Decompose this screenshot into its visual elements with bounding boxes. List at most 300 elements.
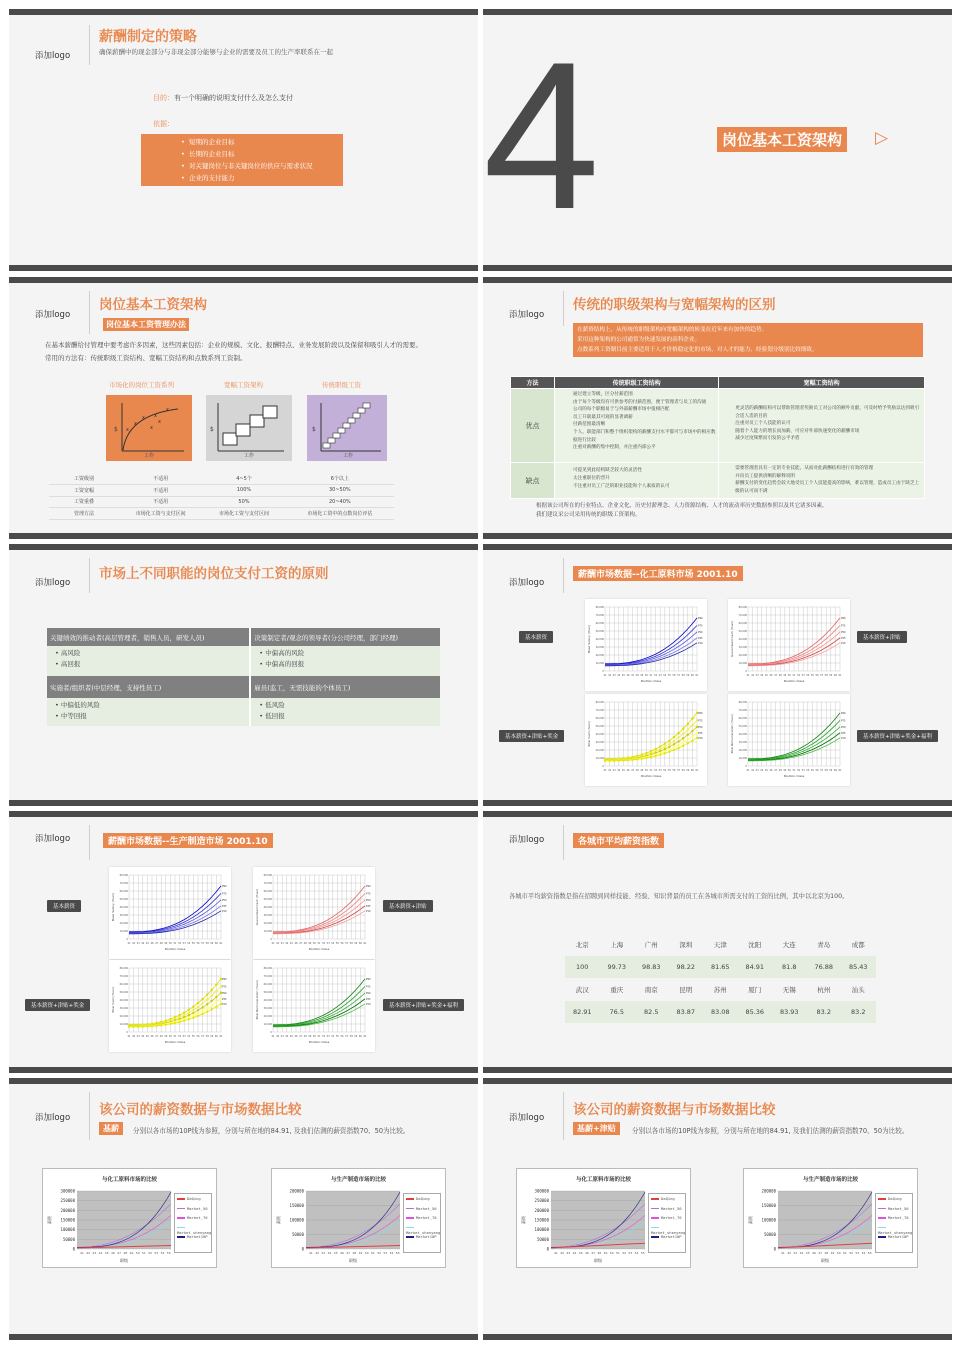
y-tick-label: 20,000 — [263, 1015, 272, 1018]
slide-tag: 薪酬市场数据--化工原料市场 2001.10 — [573, 566, 743, 581]
svg-text:x: x — [134, 421, 137, 427]
legend-item: DaQing — [651, 1196, 683, 1206]
y-tick-label: 30,000 — [263, 1007, 272, 1010]
logo: 添加logo — [35, 1113, 71, 1123]
series-label: P10 — [698, 641, 703, 645]
data-point — [201, 1002, 203, 1004]
y-axis-title: Base Salary (Yuan) — [587, 624, 591, 654]
series-label: P25 — [222, 997, 227, 1001]
x-tick-label: 44 — [327, 1251, 332, 1255]
data-point — [687, 729, 689, 731]
traditional-panel — [307, 395, 387, 461]
svg-text:x: x — [158, 419, 161, 425]
x-tick-label: 46 — [150, 1035, 154, 1038]
x-tick-label: 49 — [783, 674, 787, 677]
chart-legend — [403, 1193, 441, 1253]
x-tick-label: 45 — [333, 1251, 338, 1255]
x-tick-label: 60 — [214, 942, 218, 945]
x-tick-label: 46 — [769, 769, 773, 772]
data-point — [188, 1009, 190, 1011]
slide-subtitle: 确保薪酬中的现金部分与非现金部分能够与企业的需要及员工的生产率联系在一起 — [99, 48, 333, 56]
x-tick-label: 45 — [805, 1251, 810, 1255]
x-tick-label: 41 — [127, 942, 131, 945]
x-tick-label: 47 — [155, 942, 159, 945]
x-tick-label: 43 — [755, 769, 759, 772]
x-tick-label: 47 — [155, 1035, 159, 1038]
x-tick-label: 48 — [159, 942, 163, 945]
x-tick-label: 49 — [164, 942, 168, 945]
x-tick-label: 43 — [136, 1035, 140, 1038]
x-tick-label: 51 — [317, 942, 321, 945]
slide-7 — [9, 811, 478, 1073]
y-tick-label: 50000 — [62, 1236, 75, 1242]
y-tick-label: 200000 — [60, 1207, 75, 1213]
x-tick-label: 48 — [778, 769, 782, 772]
x-tick-label: 46 — [150, 942, 154, 945]
chart-legend — [174, 1193, 212, 1253]
y-tick-label: 40,000 — [263, 999, 272, 1002]
y-tick-label: 50000 — [763, 1232, 776, 1237]
legend-item: Market10P — [406, 1234, 438, 1244]
y-tick-label: 10,000 — [119, 1023, 128, 1026]
x-axis-title: Position Class — [164, 947, 186, 951]
y-axis-title: Total Remuneration (Yuan) — [730, 714, 734, 754]
x-tick-label: 47 — [346, 1251, 351, 1255]
y-tick-label: 60,000 — [119, 890, 128, 893]
data-point — [211, 1008, 213, 1010]
x-tick-label: 46 — [294, 942, 298, 945]
x-tick-label: 48 — [123, 1251, 128, 1255]
y-tick-label: 0 — [72, 1246, 75, 1252]
x-tick-label: 45 — [621, 674, 625, 677]
x-tick-label: 60 — [358, 942, 362, 945]
x-tick-label: 48 — [635, 769, 639, 772]
x-tick-label: 51 — [371, 1251, 375, 1255]
data-point — [215, 996, 217, 998]
logo: 添加logo — [509, 578, 545, 588]
y-axis-title: Total Remuneration (Yuan) — [255, 980, 259, 1020]
x-axis-title: Position Class — [640, 774, 662, 778]
x-tick-label: 54 — [663, 769, 667, 772]
data-point — [215, 1006, 217, 1008]
divider — [89, 291, 90, 334]
x-tick-label: 55 — [335, 942, 339, 945]
series-label: P25 — [366, 997, 371, 1001]
slide-8 — [483, 811, 952, 1073]
series-label: P10 — [698, 736, 703, 740]
data-point — [188, 1018, 190, 1020]
data-point — [618, 759, 620, 761]
x-tick-label: 60 — [833, 769, 837, 772]
x-tick-label: 41 — [603, 674, 607, 677]
x-tick-label: 41 — [554, 1251, 558, 1255]
data-point — [206, 999, 208, 1001]
svg-text:x: x — [154, 413, 157, 419]
x-tick-label: 48 — [824, 1251, 829, 1255]
x-tick-label: 46 — [626, 769, 630, 772]
y-axis-title: Total Cash (Yuan) — [111, 987, 115, 1013]
x-tick-label: 42 — [315, 1251, 320, 1255]
y-tick-label: 10,000 — [738, 662, 747, 665]
x-tick-label: 44 — [98, 1251, 103, 1255]
y-tick-label: 20,000 — [595, 749, 604, 752]
x-tick-label: 49 — [308, 1035, 312, 1038]
x-tick-label: 43 — [92, 1251, 97, 1255]
data-point — [211, 1000, 213, 1002]
y-tick-label: 50000 — [536, 1236, 549, 1242]
x-tick-label: 54 — [663, 674, 667, 677]
y-tick-label: 250000 — [60, 1198, 75, 1204]
x-tick-label: 51 — [616, 1251, 620, 1255]
x-tick-label: 41 — [603, 769, 607, 772]
y-tick-label: 150000 — [289, 1203, 304, 1208]
x-tick-label: 46 — [626, 674, 630, 677]
x-tick-label: 50 — [787, 769, 791, 772]
y-tick-label: 80,000 — [595, 701, 604, 704]
data-point — [677, 740, 679, 742]
x-tick-label: 53 — [855, 1251, 860, 1255]
y-tick-label: 200000 — [289, 1188, 304, 1194]
data-point — [201, 1010, 203, 1012]
series-label: P25 — [222, 904, 227, 908]
data-point — [206, 1003, 208, 1005]
arrow-icon: ▷ — [875, 128, 889, 148]
y-tick-label: 30,000 — [738, 646, 747, 649]
market-chart-svg — [253, 867, 375, 959]
legend-item: Market_shenyang — [406, 1225, 438, 1235]
data-point — [664, 745, 666, 747]
section-label: 岗位基本工资架构 — [717, 127, 847, 152]
series-label: P75 — [366, 892, 371, 896]
y-tick-label: 10,000 — [595, 757, 604, 760]
data-point — [604, 760, 606, 762]
x-tick-label: 42 — [751, 769, 755, 772]
x-tick-label: 47 — [117, 1251, 122, 1255]
y-tick-label: 80,000 — [263, 874, 272, 877]
y-tick-label: 150000 — [60, 1217, 75, 1223]
series-label: P90 — [698, 616, 703, 620]
x-tick-label: 56 — [340, 942, 344, 945]
y-tick-label: 300000 — [60, 1188, 75, 1194]
data-point — [178, 1021, 180, 1023]
data-point — [197, 1009, 199, 1011]
x-tick-label: 47 — [591, 1251, 596, 1255]
y-tick-label: 50,000 — [263, 898, 272, 901]
x-tick-label: 44 — [617, 769, 621, 772]
x-tick-label: 55 — [191, 1035, 195, 1038]
x-tick-label: 59 — [829, 769, 833, 772]
series-label: P90 — [222, 977, 227, 981]
x-tick-label: 42 — [276, 942, 280, 945]
y-tick-label: 70,000 — [263, 975, 272, 978]
series-label: P10 — [222, 909, 227, 913]
x-tick-label: 52 — [797, 769, 801, 772]
x-tick-label: 51 — [792, 769, 796, 772]
x-tick-label: 47 — [299, 1035, 303, 1038]
y-tick-label: 0 — [546, 1246, 549, 1252]
x-tick-label: 53 — [801, 674, 805, 677]
series-label: P75 — [698, 624, 703, 628]
x-tick-label: 51 — [649, 674, 653, 677]
x-tick-label: 53 — [658, 674, 662, 677]
table-row: 工资重叠 不适用 50% 20~40% — [49, 496, 394, 508]
series-label: P75 — [841, 719, 846, 723]
x-tick-label: 58 — [681, 674, 685, 677]
x-tick-label: 57 — [201, 1035, 205, 1038]
chart-label: 基本薪资 — [519, 631, 553, 643]
x-tick-label: 55 — [667, 769, 671, 772]
y-tick-label: 40,000 — [738, 733, 747, 736]
data-point — [677, 732, 679, 734]
divider — [563, 825, 564, 860]
intro-line: 采用这种架构的公司通常为快速发展的高科企业。 — [577, 337, 701, 343]
x-tick-label: 53 — [383, 1251, 388, 1255]
table-row: 缺点 可提见到此结构缺乏较大的灵活性 太注重职位的晋升 不注重对员工广泛的职业技能和个人素质的认可 需要管理者具有一定的专业技能，从而对此薪酬结构进行有效的管理 并向员工提供清晰的解释说明 薪酬支付的变化趋势会较大地受员工个人技能提高的影响，难以管理，造成员工由于缺乏上级的认可而不满 — [511, 463, 925, 499]
data-point — [668, 751, 670, 753]
table-row: 82.91 76.5 82.5 83.87 83.08 85.36 83.93 83.2 83.2 — [565, 1001, 876, 1024]
x-tick-label: 45 — [289, 942, 293, 945]
x-tick-label: 43 — [755, 674, 759, 677]
comparison-chart-manufacturing — [271, 1168, 446, 1268]
data-point — [682, 745, 684, 747]
data-point — [155, 1025, 157, 1027]
x-tick-label: 42 — [132, 942, 136, 945]
chart-base-salary — [109, 867, 231, 959]
y-tick-label: 50,000 — [119, 898, 128, 901]
data-point — [192, 1005, 194, 1007]
logo: 添加logo — [35, 51, 71, 61]
x-tick-label: 42 — [608, 674, 612, 677]
y-tick-label: 20,000 — [595, 654, 604, 657]
grid-body-row: • 高风险 • 高回报 • 中偏高的风险 • 中偏高的回报 — [47, 646, 440, 676]
data-point — [197, 1015, 199, 1017]
svg-text:x: x — [142, 415, 145, 421]
principles-grid — [47, 628, 440, 726]
x-tick-label: 52 — [322, 942, 326, 945]
series-label: P10 — [222, 1002, 227, 1006]
series-label: P90 — [366, 977, 371, 981]
x-tick-label: 49 — [640, 674, 644, 677]
x-tick-label: 61 — [838, 674, 842, 677]
series-label: P10 — [366, 909, 371, 913]
x-tick-label: 42 — [276, 1035, 280, 1038]
chart-label: 基本薪资+津贴+奖金 — [25, 999, 90, 1011]
x-tick-label: 59 — [354, 1035, 358, 1038]
x-tick-label: 55 — [810, 769, 814, 772]
x-tick-label: 53 — [628, 1251, 633, 1255]
x-tick-label: 47 — [774, 769, 778, 772]
slide-tag: 基薪 — [99, 1122, 123, 1135]
x-tick-label: 54 — [806, 769, 810, 772]
x-tick-label: 50 — [644, 674, 648, 677]
slide-tag: 薪酬市场数据--生产制造市场 2001.10 — [103, 833, 273, 848]
logo: 添加logo — [509, 835, 545, 845]
y-axis-label: $ — [114, 426, 118, 433]
divider — [89, 25, 90, 65]
x-tick-label: 51 — [792, 674, 796, 677]
chart-total-remuneration — [728, 694, 850, 786]
x-tick-label: 51 — [317, 1035, 321, 1038]
x-tick-label: 58 — [824, 769, 828, 772]
data-point — [659, 745, 661, 747]
section-number: 4 — [483, 18, 600, 253]
series-label: P10 — [366, 1002, 371, 1006]
x-tick-label: 42 — [608, 769, 612, 772]
y-tick-label: 40,000 — [595, 638, 604, 641]
data-point — [183, 1011, 185, 1013]
x-tick-label: 50 — [168, 1035, 172, 1038]
data-point — [197, 1002, 199, 1004]
x-tick-label: 41 — [80, 1251, 84, 1255]
x-tick-label: 41 — [746, 674, 750, 677]
y-tick-label: 0 — [126, 938, 128, 941]
x-axis-title: 职级 — [349, 1258, 357, 1263]
x-tick-label: 55 — [640, 1251, 645, 1255]
basis-item: • 长期的企业目标 — [181, 150, 235, 158]
x-tick-label: 51 — [173, 1035, 177, 1038]
x-tick-label: 56 — [196, 942, 200, 945]
y-tick-label: 80,000 — [595, 606, 604, 609]
grid-body-row: • 中偏低的风险 • 中等回报 • 低风险 • 低回报 — [47, 698, 440, 726]
x-axis-title: Position Class — [783, 679, 805, 683]
y-tick-label: 0 — [773, 1246, 776, 1252]
x-tick-label: 51 — [173, 942, 177, 945]
y-axis-title: 薪资 — [276, 1216, 281, 1224]
x-tick-label: 50 — [312, 942, 316, 945]
data-point — [627, 759, 629, 761]
data-point — [673, 736, 675, 738]
x-tick-label: 44 — [760, 769, 764, 772]
x-tick-label: 46 — [340, 1251, 344, 1255]
y-tick-label: 70,000 — [263, 882, 272, 885]
grid-header-row: 关键绩效的推动者(高层管理者，销售人员，研发人员) 决策制定者/观念的领导者(分公司经理，部门经理) — [47, 628, 440, 646]
x-tick-label: 49 — [603, 1251, 608, 1255]
y-axis-label: $ — [312, 426, 316, 433]
x-axis-title: Position Class — [308, 1040, 330, 1044]
market-structure-panel — [106, 395, 192, 461]
x-tick-label: 54 — [861, 1251, 866, 1255]
x-tick-label: 52 — [377, 1251, 382, 1255]
x-tick-label: 44 — [141, 1035, 145, 1038]
data-point — [197, 1006, 199, 1008]
y-tick-label: 60,000 — [738, 717, 747, 720]
panel-label: 市场化的岗位工资系列 — [109, 381, 174, 389]
x-tick-label: 55 — [191, 942, 195, 945]
intro-line: 点数系列工资制目前主要适用于人才价格稳定化的市场，对人才的能力、经验划分级别比较细致。 — [577, 347, 818, 353]
logo: 添加logo — [35, 834, 71, 844]
y-tick-label: 60,000 — [595, 622, 604, 625]
divider — [89, 558, 90, 593]
y-tick-label: 70,000 — [738, 614, 747, 617]
data-point — [192, 1014, 194, 1016]
divider — [563, 558, 564, 593]
x-tick-label: 50 — [644, 769, 648, 772]
y-tick-label: 20,000 — [119, 1015, 128, 1018]
logo: 添加logo — [509, 1113, 545, 1123]
x-tick-label: 43 — [280, 942, 284, 945]
x-tick-label: 54 — [331, 1035, 335, 1038]
x-axis-label: 工作 — [343, 453, 354, 459]
x-tick-label: 44 — [285, 1035, 289, 1038]
x-tick-label: 49 — [308, 942, 312, 945]
slide-title: 岗位基本工资架构 — [99, 297, 207, 313]
x-tick-label: 53 — [182, 942, 186, 945]
y-tick-label: 10,000 — [263, 1023, 272, 1026]
x-tick-label: 60 — [358, 1035, 362, 1038]
slide-text: 分别以各市场的10P线为参照，分别与所在地的84.91, 及我们估测的薪资指数70、50为比较。 — [133, 1127, 410, 1135]
x-tick-label: 47 — [299, 942, 303, 945]
x-tick-label: 43 — [612, 674, 616, 677]
y-tick-label: 0 — [270, 938, 272, 941]
y-tick-label: 0 — [602, 670, 604, 673]
logo: 添加logo — [509, 310, 545, 320]
x-tick-label: 47 — [774, 674, 778, 677]
data-point — [682, 741, 684, 743]
chart-label: 基本薪资 — [47, 900, 81, 912]
data-point — [673, 746, 675, 748]
y-tick-label: 20,000 — [263, 922, 272, 925]
data-point — [659, 748, 661, 750]
slide-title: 该公司的薪资数据与市场数据比较 — [573, 1102, 776, 1118]
x-tick-label: 48 — [303, 942, 307, 945]
y-tick-label: 0 — [301, 1246, 304, 1252]
legend-item: Market_shenyang — [878, 1225, 910, 1235]
series-label: P90 — [698, 711, 703, 715]
x-tick-label: 54 — [187, 1035, 191, 1038]
x-tick-label: 44 — [285, 942, 289, 945]
x-tick-label: 44 — [760, 674, 764, 677]
series-label: P50 — [841, 630, 846, 634]
slide-title: 该公司的薪资数据与市场数据比较 — [99, 1102, 302, 1118]
slide-5 — [9, 544, 478, 806]
series-label: P50 — [222, 898, 227, 902]
data-point — [160, 1024, 162, 1026]
chart-total-cash — [585, 694, 707, 786]
x-tick-label: 42 — [751, 674, 755, 677]
y-tick-label: 70,000 — [119, 882, 128, 885]
data-point — [206, 1011, 208, 1013]
series-label: P10 — [841, 736, 846, 740]
data-point — [673, 749, 675, 751]
table-row: 优点 通过建立等级，区分付薪范围 由于每个等级均有可供参考的付薪范围，便于管理者与员工的沟通 公司的每个职级易于与外部薪酬市场中值相匹配 员工升职最其可观的显著调薪 付薪范围最清晰 个人、职能部门和整个组织架构的薪酬支付水平都可与市场中的相应数据进行比较 注重对薪酬的集中控制，并注重内部公平 更灵活的薪酬结构可以帮助管理者奖励员工对公司的额外贡献，可及时给予奖励以达到吸引合适人选的目的 注重对员工个人技能的认可 随着个人能力的增长而加薪，可应对外部快速变化的薪酬市场 减少过度频繁而引发的公平矛盾 — [511, 389, 925, 463]
comparison-chart-manufacturing — [743, 1168, 918, 1268]
y-tick-label: 150000 — [761, 1203, 776, 1208]
x-tick-label: 58 — [824, 674, 828, 677]
x-tick-label: 45 — [764, 674, 768, 677]
data-point — [201, 1013, 203, 1015]
data-point — [128, 1026, 130, 1028]
intro-box — [573, 323, 923, 357]
structure-comparison-table — [510, 376, 925, 499]
x-tick-label: 41 — [781, 1251, 785, 1255]
x-tick-label: 52 — [178, 942, 182, 945]
legend-item: Market_50 — [651, 1206, 683, 1216]
x-tick-label: 60 — [690, 769, 694, 772]
slide-tag: 岗位基本工资管理办法 — [103, 318, 189, 331]
x-tick-label: 42 — [787, 1251, 792, 1255]
y-tick-label: 150000 — [534, 1217, 549, 1223]
series-label: P50 — [222, 991, 227, 995]
intro-line: 在薪资结构上，从传统的职级架构向宽幅架构的转变在近年来有加快的趋势。 — [577, 327, 768, 333]
x-tick-label: 52 — [178, 1035, 182, 1038]
x-tick-label: 53 — [154, 1251, 159, 1255]
x-tick-label: 41 — [271, 942, 275, 945]
x-tick-label: 45 — [578, 1251, 583, 1255]
data-point — [687, 742, 689, 744]
x-tick-label: 54 — [634, 1251, 639, 1255]
y-tick-label: 30,000 — [595, 646, 604, 649]
y-tick-label: 80,000 — [263, 967, 272, 970]
